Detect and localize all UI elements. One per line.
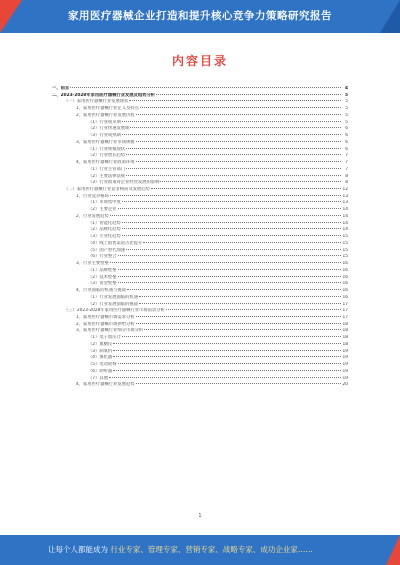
- toc-leader-dots: [109, 376, 341, 378]
- toc-entry-title: （3）专业化趋势: [88, 234, 121, 240]
- toc-entry[interactable]: [52, 349, 348, 356]
- toc-entry[interactable]: [52, 281, 348, 288]
- toc-entry-title: 4、家用医疗器械行业发展趋势: [76, 382, 135, 388]
- toc-entry-title: （3）资金壁垒: [88, 281, 117, 287]
- toc-entry-page: 19: [342, 355, 348, 361]
- toc-entry[interactable]: [52, 362, 348, 369]
- toc-entry-page: 6: [345, 133, 348, 139]
- footer-slogan-lead: 让每个人都能成为: [48, 545, 108, 554]
- toc-entry-page: 15: [342, 234, 348, 240]
- toc-entry[interactable]: [52, 160, 348, 167]
- report-title: 家用医疗器械企业打造和提升核心竞争力策略研究报告: [68, 10, 332, 22]
- toc-entry-page: 18: [342, 341, 348, 347]
- toc-leader-dots: [156, 93, 341, 95]
- toc-entry[interactable]: [52, 187, 348, 194]
- toc-entry[interactable]: [52, 342, 348, 349]
- toc-entry[interactable]: [52, 322, 348, 329]
- toc-leader-dots: [118, 281, 341, 283]
- toc-entry-page: 19: [342, 348, 348, 354]
- toc-entry-title: （2）技术壁垒: [88, 274, 117, 280]
- toc-entry[interactable]: [52, 275, 348, 282]
- toc-entry-title: （5）国产替代加速: [88, 247, 126, 253]
- toc-entry-page: 7: [345, 166, 348, 172]
- toc-entry[interactable]: [52, 369, 348, 376]
- toc-entry-title: （2）主要法律法规: [88, 173, 126, 179]
- toc-entry-title: 3、家用医疗器械行业市场规模: [76, 139, 135, 145]
- toc-entry-title: （2）行业增长趋势: [88, 153, 126, 159]
- toc-entry[interactable]: [52, 126, 348, 133]
- toc-leader-dots: [160, 180, 341, 182]
- toc-entry-title: （一）家用医疗器械行业发展现状: [64, 99, 129, 105]
- toc-leader-dots: [70, 86, 341, 88]
- toc-entry-page: 14: [342, 227, 348, 233]
- toc-entry-page: 16: [342, 274, 348, 280]
- toc-entry[interactable]: [52, 302, 348, 309]
- toc-entry[interactable]: [52, 167, 348, 174]
- toc-leader-dots: [110, 214, 341, 216]
- table-of-contents: [52, 86, 348, 389]
- toc-entry-page: 5: [345, 112, 348, 118]
- toc-entry-page: 20: [342, 382, 348, 388]
- toc-entry-title: （1）品牌壁垒: [88, 267, 117, 273]
- toc-entry-title: 2、行业发展趋势: [76, 213, 109, 219]
- toc-entry-title: （4）雾化器: [88, 355, 113, 361]
- toc-leader-dots: [140, 106, 341, 108]
- toc-leader-dots: [122, 221, 341, 223]
- toc-entry-page: 15: [342, 240, 348, 246]
- toc-entry-page: 5: [345, 92, 348, 98]
- toc-leader-dots: [118, 362, 341, 364]
- toc-entry-title: 2、家用医疗器械行业发展历程: [76, 112, 135, 118]
- toc-leader-dots: [143, 241, 341, 243]
- toc-entry[interactable]: [52, 382, 348, 389]
- toc-entry[interactable]: [52, 295, 348, 302]
- toc-entry[interactable]: [52, 261, 348, 268]
- toc-leader-dots: [113, 369, 341, 371]
- toc-entry-title: 4、家用医疗器械行业政策环境: [76, 160, 135, 166]
- toc-entry-page: 5: [345, 119, 348, 125]
- toc-entry-page: 19: [342, 368, 348, 374]
- toc-leader-dots: [130, 126, 341, 128]
- toc-entry-title: （2）行业发展面临的挑战: [88, 301, 138, 307]
- toc-entry[interactable]: [52, 328, 348, 335]
- toc-entry[interactable]: [52, 214, 348, 221]
- toc-entry-page: 8: [345, 173, 348, 179]
- toc-leader-dots: [122, 133, 341, 135]
- toc-leader-dots: [122, 120, 341, 122]
- toc-entry-title: （7）其他: [88, 375, 108, 381]
- toc-entry-page: 14: [342, 220, 348, 226]
- toc-entry[interactable]: [52, 147, 348, 154]
- toc-entry-page: 17: [342, 308, 348, 314]
- toc-leader-dots: [118, 275, 341, 277]
- footer-slogan-highlight: 行业专家、管理专家、营销专家、战略专家、成功企业家……: [110, 545, 313, 554]
- toc-entry-page: 14: [342, 213, 348, 219]
- toc-entry[interactable]: [52, 113, 348, 120]
- toc-entry-title: （3）行业政策对企业经营发展的影响: [88, 180, 160, 186]
- toc-leader-dots: [136, 113, 341, 115]
- toc-entry-page: 8: [345, 180, 348, 186]
- toc-entry[interactable]: [52, 86, 348, 93]
- toc-leader-dots: [136, 160, 341, 162]
- toc-leader-dots: [118, 268, 341, 270]
- toc-entry[interactable]: [52, 221, 348, 228]
- toc-leader-dots: [122, 227, 341, 229]
- toc-entry[interactable]: [52, 376, 348, 383]
- toc-entry-page: 16: [342, 267, 348, 273]
- toc-entry-page: 12: [342, 187, 348, 193]
- toc-leader-dots: [110, 194, 341, 196]
- toc-entry-title: 1、家用医疗器械市场需求分析: [76, 314, 135, 320]
- toc-entry[interactable]: [52, 180, 348, 187]
- toc-entry-page: 4: [345, 86, 348, 91]
- toc-leader-dots: [136, 140, 341, 142]
- toc-entry-title: （1）行业主管部门: [88, 166, 126, 172]
- toc-entry[interactable]: [52, 335, 348, 342]
- toc-leader-dots: [118, 254, 341, 256]
- toc-entry-page: 5: [345, 99, 348, 105]
- toc-entry-title: （1）行业发展面临的机遇: [88, 294, 138, 300]
- toc-entry[interactable]: [52, 93, 348, 100]
- toc-leader-dots: [126, 248, 341, 250]
- toc-entry-title: 3、家用医疗器械行业细分市场分析: [76, 328, 144, 334]
- toc-entry-title: （6）行业整合: [88, 254, 117, 260]
- toc-entry-page: 7: [345, 160, 348, 166]
- toc-heading: 内容目录: [171, 54, 228, 68]
- toc-entry-title: （2）血糖仪: [88, 341, 113, 347]
- toc-entry-title: （2）行业快速发展期: [88, 126, 130, 132]
- toc-entry[interactable]: [52, 234, 348, 241]
- toc-entry-page: 5: [345, 106, 348, 112]
- toc-entry[interactable]: [52, 207, 348, 214]
- toc-leader-dots: [110, 261, 341, 263]
- header-band: [0, 0, 400, 33]
- toc-entry-title: （2）主要企业: [88, 207, 117, 213]
- toc-entry[interactable]: [52, 120, 348, 127]
- toc-entry-page: 13: [342, 193, 348, 199]
- toc-entry[interactable]: [52, 174, 348, 181]
- toc-entry[interactable]: [52, 355, 348, 362]
- toc-entry-title: 二、2023-2028年家用医疗器械行业发展及趋势分析: [52, 92, 156, 98]
- toc-entry-title: （1）电子血压计: [88, 335, 121, 341]
- toc-leader-dots: [122, 234, 341, 236]
- toc-entry[interactable]: [52, 288, 348, 295]
- toc-entry-page: 15: [342, 254, 348, 260]
- toc-leader-dots: [127, 288, 341, 290]
- footer-band: [0, 535, 400, 565]
- toc-leader-dots: [136, 382, 341, 384]
- toc-entry-title: （1）行业规模现状: [88, 146, 126, 152]
- toc-entry-page: 6: [345, 139, 348, 145]
- toc-entry[interactable]: [52, 200, 348, 207]
- toc-entry[interactable]: [52, 140, 348, 147]
- toc-entry-page: 6: [345, 146, 348, 152]
- toc-entry-page: 16: [342, 294, 348, 300]
- toc-leader-dots: [126, 167, 341, 169]
- toc-entry-page: 14: [342, 207, 348, 213]
- toc-entry-title: （3）制氧机: [88, 348, 113, 354]
- toc-leader-dots: [144, 328, 341, 330]
- toc-entry-title: 2、家用医疗器械市场供给分析: [76, 321, 135, 327]
- toc-leader-dots: [129, 99, 341, 101]
- toc-entry-title: 4、行业面临的机遇与挑战: [76, 288, 126, 294]
- toc-entry-title: （1）智能化趋势: [88, 220, 121, 226]
- toc-entry-title: （4）线上销售渠道占比提升: [88, 240, 143, 246]
- toc-entry-page: 17: [342, 301, 348, 307]
- toc-leader-dots: [126, 174, 341, 176]
- toc-entry-page: 16: [342, 281, 348, 287]
- toc-entry[interactable]: [52, 106, 348, 113]
- toc-entry[interactable]: [52, 241, 348, 248]
- toc-leader-dots: [136, 322, 341, 324]
- toc-leader-dots: [118, 207, 341, 209]
- toc-entry[interactable]: [52, 133, 348, 140]
- toc-entry-title: （2）品牌化趋势: [88, 227, 121, 233]
- toc-entry-page: 17: [342, 314, 348, 320]
- toc-leader-dots: [136, 315, 341, 317]
- toc-entry-title: 1、家用医疗器械行业定义及特点: [76, 106, 139, 112]
- toc-entry[interactable]: [52, 308, 348, 315]
- toc-entry-page: 6: [345, 126, 348, 132]
- toc-leader-dots: [122, 200, 341, 202]
- toc-entry-title: （6）助听器: [88, 368, 113, 374]
- toc-entry-title: （三）2023-2028年家用医疗器械行业市场前景分析: [64, 308, 165, 314]
- toc-entry[interactable]: [52, 194, 348, 201]
- toc-leader-dots: [126, 147, 341, 149]
- toc-entry[interactable]: [52, 268, 348, 275]
- toc-entry-title: 3、行业主要壁垒: [76, 261, 109, 267]
- toc-entry-page: 18: [342, 321, 348, 327]
- toc-entry-title: （3）行业成熟期: [88, 133, 121, 139]
- toc-entry-title: 1、行业竞争格局: [76, 193, 109, 199]
- toc-entry-page: 18: [342, 328, 348, 334]
- toc-entry[interactable]: [52, 153, 348, 160]
- footer-accent: [386, 535, 400, 565]
- toc-entry[interactable]: [52, 99, 348, 106]
- toc-entry[interactable]: [52, 254, 348, 261]
- toc-leader-dots: [113, 342, 341, 344]
- toc-entry-title: （5）电动轮椅: [88, 362, 117, 368]
- toc-leader-dots: [139, 302, 341, 304]
- toc-entry-page: 13: [342, 200, 348, 206]
- toc-entry[interactable]: [52, 248, 348, 255]
- toc-entry[interactable]: [52, 227, 348, 234]
- toc-entry-page: 18: [342, 335, 348, 341]
- toc-leader-dots: [166, 308, 341, 310]
- toc-leader-dots: [122, 335, 341, 337]
- toc-entry-page: 15: [342, 247, 348, 253]
- toc-entry-page: 16: [342, 288, 348, 294]
- toc-entry-page: 16: [342, 261, 348, 267]
- toc-entry-title: （二）家用医疗器械行业竞争格局及发展趋势: [64, 187, 150, 193]
- toc-entry[interactable]: [52, 315, 348, 322]
- toc-entry-page: 19: [342, 375, 348, 381]
- toc-leader-dots: [126, 153, 341, 155]
- page-number: 1: [198, 513, 202, 519]
- toc-entry-title: 一、前言: [52, 86, 70, 91]
- toc-entry-title: （1）行业萌芽期: [88, 119, 121, 125]
- toc-leader-dots: [113, 349, 341, 351]
- footer-slogan: [48, 535, 313, 565]
- toc-entry-page: 7: [345, 153, 348, 159]
- toc-leader-dots: [139, 295, 341, 297]
- toc-entry-title: （1）市场集中度: [88, 200, 121, 206]
- toc-leader-dots: [151, 187, 341, 189]
- toc-entry-page: 19: [342, 362, 348, 368]
- toc-leader-dots: [113, 355, 341, 357]
